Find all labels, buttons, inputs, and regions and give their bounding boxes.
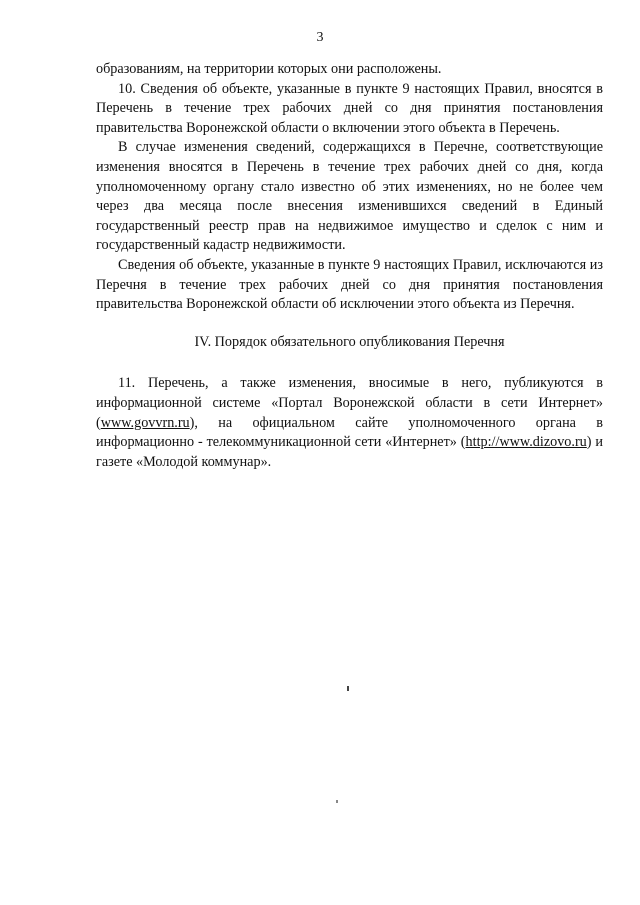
scan-speck [336, 800, 338, 803]
paragraph-continuation: образованиям, на территории которых они расположены. [96, 61, 442, 77]
item-11-text-start: 11. Перечень, а также изменения, вносимые в него, публикуются в информационной системе «Портал Воронежской области в сети Интернет» ( [96, 375, 603, 431]
paragraph-changes: В случае изменения сведений, содержащихся в Перечне, соответствующие изменения вносятся в Перечень в течение трех рабочих дней со дня, когда уполномоченному органу стало известно об этих изменениях, но не более чем через два месяца после внесения изменившихся сведений в Единый государственный реестр прав на недвижимое имущество и сделок с ним и государственный кадастр недвижимости. [96, 139, 603, 254]
document-body [96, 60, 603, 472]
page-number: 3 [316, 30, 324, 45]
dizovo-link[interactable]: http://www.dizovo.ru [465, 434, 587, 451]
paragraph-item-11 [96, 374, 603, 472]
item-11-text-middle: ), на официальном сайте уполномоченного органа в информационно - телекоммуникационной сети «Интернет» ( [96, 414, 603, 451]
govvrn-link[interactable]: www.govvrn.ru [100, 414, 190, 431]
paragraph-item-10: 10. Сведения об объекте, указанные в пункте 9 настоящих Правил, вносятся в Перечень в течение трех рабочих дней со дня принятия постановления правительства Воронежской области о включении этого объекта в Перечень. [96, 80, 603, 136]
item-11-text-end: ) и газете «Молодой коммунар». [96, 434, 603, 470]
paragraph-exclusion: Сведения об объекте, указанные в пункте 9 настоящих Правил, исключаются из Перечня в течение трех рабочих дней со дня принятия постановления правительства Воронежской области об исключении этого объекта из Перечня. [96, 256, 603, 313]
scan-speck [347, 686, 349, 691]
section-heading: IV. Порядок обязательного опубликования Перечня [194, 333, 505, 350]
